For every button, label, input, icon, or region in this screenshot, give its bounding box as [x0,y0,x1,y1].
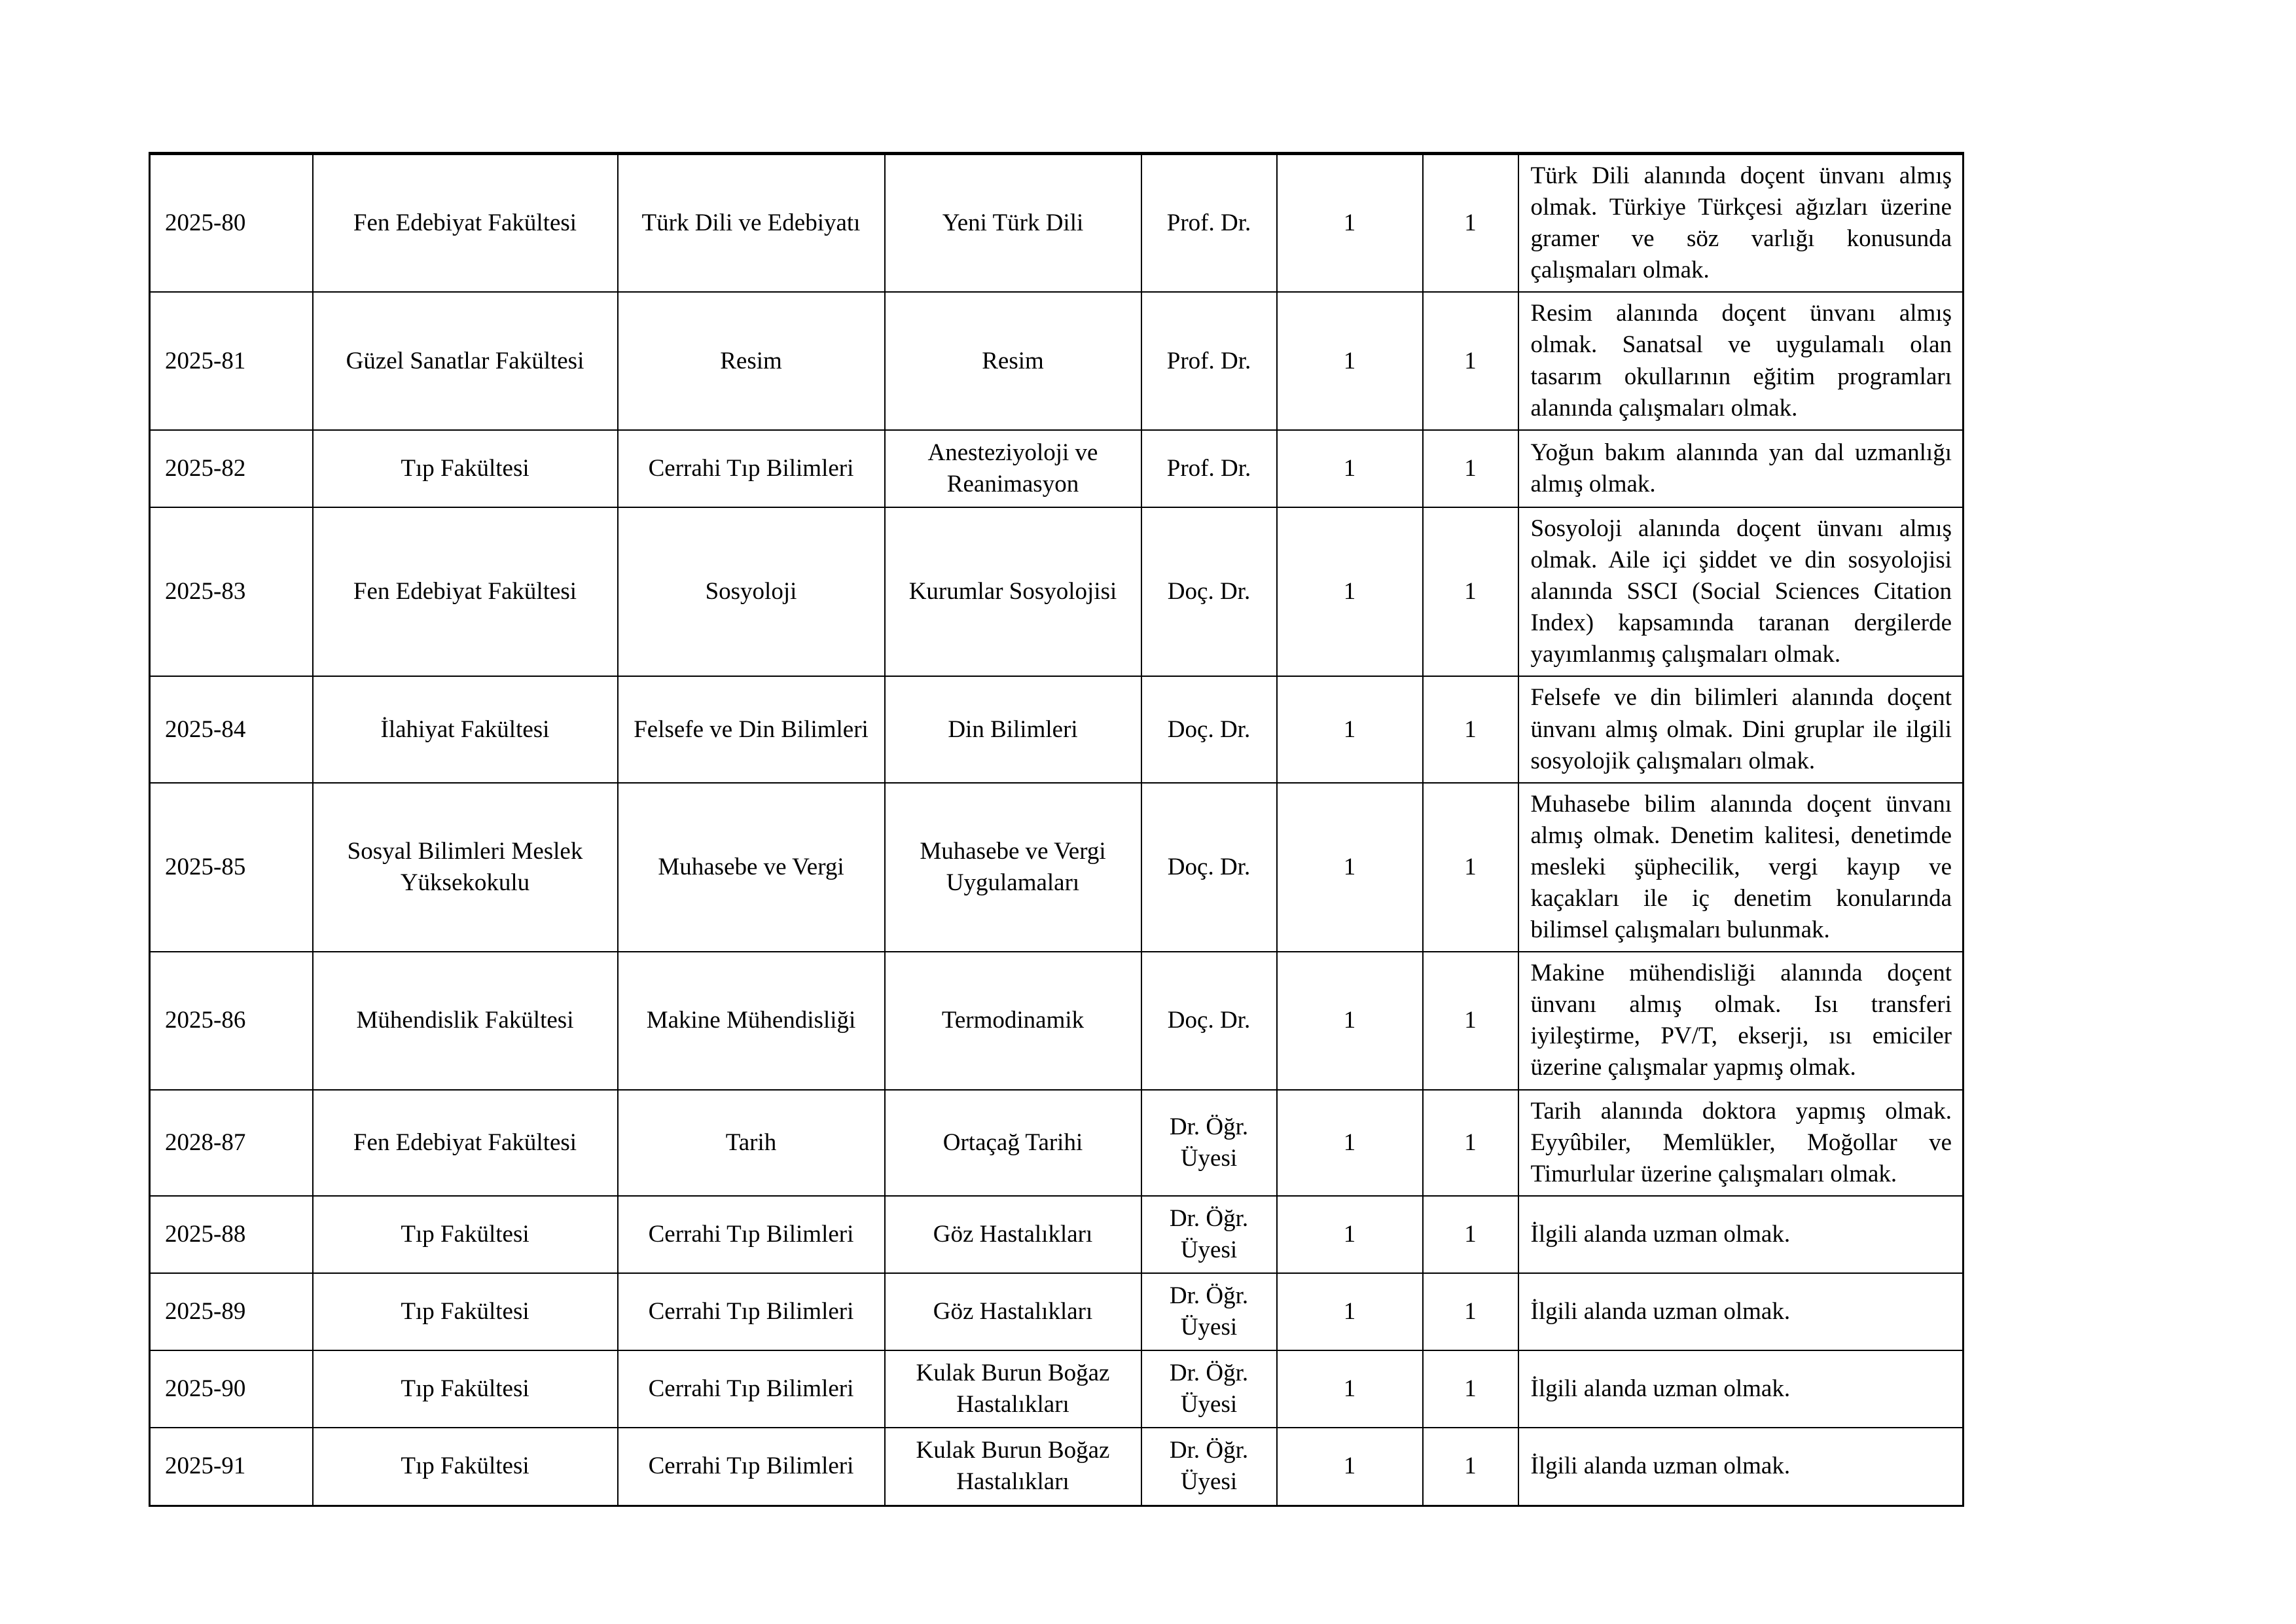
cell-fakulte-text: Fen Edebiyat Fakültesi [353,209,577,237]
cell-ilan-no-text: 2025-80 [165,209,246,237]
cell-bolum-text: Felsefe ve Din Bilimleri [634,715,869,743]
cell-adet [1423,154,1518,293]
cell-ilan-no-text: 2025-81 [165,347,246,374]
cell-unvan [1141,507,1277,676]
cell-aciklama-text: Makine mühendisliği alanında doçent ünvanı almış olmak. Isı transferi iyileştirme, PV/T, ekserji, ısı emiciler üzerine çalışmalar yapmış olmak. [1530,960,1952,1081]
cell-derece-text: 1 [1343,1128,1356,1156]
cell-adet [1423,1428,1518,1506]
cell-adet [1423,1196,1518,1273]
cell-unvan-text: Doç. Dr. [1167,853,1251,880]
table-row [150,154,1964,293]
cell-adet-text: 1 [1464,1453,1477,1480]
table-row [150,676,1964,782]
cell-ilan-no-text: 2025-90 [165,1375,246,1403]
cell-fakulte-text: İlahiyat Fakültesi [380,715,550,743]
cell-fakulte-text: Fen Edebiyat Fakültesi [353,1128,577,1156]
cell-anabilim [885,676,1141,782]
cell-bolum-text: Türk Dili ve Edebiyatı [641,209,861,237]
cell-adet-text: 1 [1464,1128,1477,1156]
cell-adet [1423,1350,1518,1428]
cell-aciklama [1518,430,1964,507]
cell-unvan-text: Dr. Öğr. Üyesi [1169,1282,1249,1341]
cell-adet [1423,783,1518,952]
cell-aciklama [1518,676,1964,782]
cell-fakulte [313,1273,618,1350]
cell-fakulte [313,952,618,1089]
cell-derece-text: 1 [1343,1007,1356,1034]
table-row [150,292,1964,429]
cell-unvan-text: Doç. Dr. [1167,578,1251,605]
cell-fakulte [313,1090,618,1196]
cell-adet [1423,1090,1518,1196]
cell-bolum-text: Muhasebe ve Vergi [658,853,844,880]
cell-aciklama [1518,1196,1964,1273]
cell-ilan-no [150,1428,313,1506]
cell-bolum [618,430,885,507]
cell-bolum [618,154,885,293]
cell-anabilim-text: Ortaçağ Tarihi [942,1128,1083,1156]
cell-derece [1277,154,1423,293]
cell-ilan-no-text: 2025-88 [165,1220,246,1248]
cell-derece [1277,430,1423,507]
positions-table-container [149,152,1962,1507]
cell-aciklama [1518,507,1964,676]
cell-anabilim-text: Termodinamik [941,1007,1085,1034]
cell-aciklama-text: İlgili alanda uzman olmak. [1530,1453,1791,1480]
table-row [150,783,1964,952]
cell-aciklama [1518,292,1964,429]
cell-ilan-no-text: 2025-83 [165,578,246,605]
cell-bolum-text: Makine Mühendisliği [646,1007,856,1034]
cell-ilan-no-text: 2025-91 [165,1453,246,1480]
cell-aciklama-text: İlgili alanda uzman olmak. [1530,1220,1791,1248]
cell-ilan-no-text: 2025-86 [165,1007,246,1034]
cell-adet-text: 1 [1464,715,1477,743]
cell-anabilim [885,1273,1141,1350]
cell-aciklama-text: Sosyoloji alanında doçent ünvanı almış olmak. Aile içi şiddet ve din sosyolojisi alanında SSCI (Social Sciences Citation Index) kapsamında taranan dergilerde yayımlanmış çalışmaları olmak. [1530,514,1952,668]
positions-table [149,152,1964,1507]
table-row [150,507,1964,676]
cell-derece [1277,783,1423,952]
cell-bolum-text: Tarih [725,1128,777,1156]
cell-adet-text: 1 [1464,454,1477,482]
cell-bolum [618,1350,885,1428]
cell-bolum [618,292,885,429]
cell-adet-text: 1 [1464,1220,1477,1248]
cell-fakulte-text: Tıp Fakültesi [401,1220,529,1248]
cell-derece-text: 1 [1343,1220,1356,1248]
cell-ilan-no [150,507,313,676]
cell-anabilim-text: Kulak Burun Boğaz Hastalıkları [916,1360,1110,1418]
cell-anabilim [885,1090,1141,1196]
cell-derece-text: 1 [1343,1453,1356,1480]
cell-ilan-no [150,1273,313,1350]
cell-fakulte [313,1350,618,1428]
cell-adet-text: 1 [1464,209,1477,237]
cell-anabilim-text: Din Bilimleri [948,715,1078,743]
cell-anabilim-text: Kurumlar Sosyolojisi [908,578,1117,605]
cell-fakulte [313,507,618,676]
cell-derece [1277,1350,1423,1428]
cell-unvan [1141,292,1277,429]
cell-unvan [1141,952,1277,1089]
cell-anabilim-text: Göz Hastalıkları [933,1298,1093,1326]
cell-ilan-no-text: 2028-87 [165,1128,246,1156]
cell-bolum [618,1273,885,1350]
cell-anabilim-text: Yeni Türk Dili [942,209,1084,237]
table-row [150,1273,1964,1350]
cell-bolum [618,676,885,782]
cell-unvan-text: Dr. Öğr. Üyesi [1169,1204,1249,1263]
cell-adet [1423,292,1518,429]
cell-derece [1277,1196,1423,1273]
cell-bolum-text: Cerrahi Tıp Bilimleri [648,454,854,482]
cell-derece-text: 1 [1343,209,1356,237]
cell-fakulte [313,676,618,782]
cell-ilan-no-text: 2025-82 [165,454,246,482]
cell-derece-text: 1 [1343,454,1356,482]
cell-fakulte-text: Sosyal Bilimleri Meslek Yüksekokulu [347,837,583,896]
cell-aciklama-text: İlgili alanda uzman olmak. [1530,1375,1791,1403]
cell-unvan [1141,1196,1277,1273]
cell-derece [1277,507,1423,676]
cell-anabilim [885,1196,1141,1273]
cell-unvan [1141,1273,1277,1350]
cell-fakulte-text: Güzel Sanatlar Fakültesi [346,347,584,374]
cell-fakulte-text: Tıp Fakültesi [401,1453,529,1480]
cell-derece-text: 1 [1343,715,1356,743]
cell-unvan [1141,430,1277,507]
cell-adet-text: 1 [1464,1375,1477,1403]
cell-bolum-text: Cerrahi Tıp Bilimleri [648,1375,854,1403]
cell-anabilim [885,1350,1141,1428]
cell-aciklama [1518,1273,1964,1350]
cell-aciklama-text: Felsefe ve din bilimleri alanında doçent ünvanı almış olmak. Dini gruplar ile ilgili sosyolojik çalışmaları olmak. [1530,684,1952,774]
cell-ilan-no [150,1090,313,1196]
cell-bolum [618,952,885,1089]
cell-fakulte-text: Tıp Fakültesi [401,1375,529,1403]
cell-bolum [618,783,885,952]
cell-bolum-text: Resim [720,347,782,374]
cell-derece-text: 1 [1343,578,1356,605]
cell-unvan [1141,1350,1277,1428]
cell-anabilim [885,292,1141,429]
cell-unvan-text: Dr. Öğr. Üyesi [1169,1113,1249,1172]
cell-ilan-no-text: 2025-85 [165,853,246,880]
cell-adet-text: 1 [1464,347,1477,374]
cell-fakulte [313,154,618,293]
cell-adet [1423,676,1518,782]
cell-aciklama-text: Yoğun bakım alanında yan dal uzmanlığı almış olmak. [1530,439,1952,497]
table-row [150,1090,1964,1196]
cell-fakulte [313,292,618,429]
cell-aciklama [1518,783,1964,952]
cell-unvan-text: Dr. Öğr. Üyesi [1169,1360,1249,1418]
cell-derece [1277,1090,1423,1196]
cell-ilan-no [150,154,313,293]
cell-unvan [1141,1090,1277,1196]
cell-adet-text: 1 [1464,578,1477,605]
cell-anabilim [885,1428,1141,1506]
cell-fakulte-text: Tıp Fakültesi [401,1298,529,1326]
cell-bolum [618,507,885,676]
cell-aciklama [1518,154,1964,293]
cell-fakulte [313,430,618,507]
cell-derece [1277,676,1423,782]
cell-derece [1277,292,1423,429]
positions-table-body [150,154,1964,1506]
cell-ilan-no [150,952,313,1089]
cell-unvan-text: Doç. Dr. [1167,1007,1251,1034]
cell-anabilim [885,783,1141,952]
cell-unvan-text: Dr. Öğr. Üyesi [1169,1437,1249,1496]
cell-fakulte-text: Tıp Fakültesi [401,454,529,482]
cell-bolum-text: Cerrahi Tıp Bilimleri [648,1298,854,1326]
cell-bolum [618,1428,885,1506]
cell-ilan-no [150,1350,313,1428]
cell-aciklama-text: Resim alanında doçent ünvanı almış olmak. Sanatsal ve uygulamalı olan tasarım okullarının eğitim programları alanında çalışmaları olmak. [1530,300,1952,422]
cell-aciklama-text: Tarih alanında doktora yapmış olmak. Eyyûbiler, Memlükler, Moğollar ve Timurlular üzerine çalışmaları olmak. [1530,1097,1952,1187]
cell-anabilim-text: Resim [982,347,1044,374]
cell-fakulte [313,1428,618,1506]
table-row [150,430,1964,507]
table-row [150,1350,1964,1428]
cell-anabilim [885,154,1141,293]
cell-unvan [1141,676,1277,782]
cell-unvan [1141,783,1277,952]
cell-anabilim [885,952,1141,1089]
cell-ilan-no [150,292,313,429]
cell-unvan [1141,154,1277,293]
cell-unvan-text: Prof. Dr. [1166,454,1251,482]
cell-adet [1423,430,1518,507]
cell-anabilim [885,507,1141,676]
cell-bolum-text: Sosyoloji [705,578,797,605]
cell-aciklama-text: İlgili alanda uzman olmak. [1530,1298,1791,1326]
table-row [150,952,1964,1089]
cell-anabilim-text: Anesteziyoloji ve Reanimasyon [927,439,1098,497]
cell-ilan-no [150,430,313,507]
cell-aciklama [1518,1428,1964,1506]
cell-anabilim [885,430,1141,507]
cell-aciklama [1518,952,1964,1089]
cell-anabilim-text: Kulak Burun Boğaz Hastalıkları [916,1437,1110,1496]
cell-derece [1277,1428,1423,1506]
cell-unvan-text: Prof. Dr. [1166,209,1251,237]
cell-anabilim-text: Göz Hastalıkları [933,1220,1093,1248]
cell-aciklama [1518,1350,1964,1428]
cell-ilan-no [150,1196,313,1273]
cell-derece [1277,952,1423,1089]
cell-aciklama-text: Muhasebe bilim alanında doçent ünvanı almış olmak. Denetim kalitesi, denetimde mesleki şüphecilik, vergi kayıp ve kaçakları ile iç denetim konularında bilimsel çalışmaları bulunmak. [1530,790,1952,944]
cell-fakulte [313,1196,618,1273]
cell-bolum-text: Cerrahi Tıp Bilimleri [648,1220,854,1248]
cell-derece [1277,1273,1423,1350]
table-row [150,1428,1964,1506]
cell-aciklama-text: Türk Dili alanında doçent ünvanı almış olmak. Türkiye Türkçesi ağızları üzerine gramer ve söz varlığı konusunda çalışmaları olmak. [1530,162,1952,284]
cell-fakulte-text: Fen Edebiyat Fakültesi [353,578,577,605]
cell-bolum-text: Cerrahi Tıp Bilimleri [648,1453,854,1480]
cell-aciklama [1518,1090,1964,1196]
cell-derece-text: 1 [1343,347,1356,374]
cell-derece-text: 1 [1343,1298,1356,1326]
cell-adet-text: 1 [1464,1298,1477,1326]
cell-derece-text: 1 [1343,1375,1356,1403]
cell-anabilim-text: Muhasebe ve Vergi Uygulamaları [920,837,1106,896]
cell-fakulte [313,783,618,952]
cell-bolum [618,1196,885,1273]
cell-ilan-no-text: 2025-84 [165,715,246,743]
cell-ilan-no-text: 2025-89 [165,1298,246,1326]
cell-derece-text: 1 [1343,853,1356,880]
cell-bolum [618,1090,885,1196]
cell-unvan [1141,1428,1277,1506]
cell-adet-text: 1 [1464,853,1477,880]
cell-fakulte-text: Mühendislik Fakültesi [356,1007,574,1034]
table-row [150,1196,1964,1273]
cell-adet [1423,1273,1518,1350]
cell-adet [1423,952,1518,1089]
cell-unvan-text: Prof. Dr. [1166,347,1251,374]
cell-adet-text: 1 [1464,1007,1477,1034]
cell-ilan-no [150,783,313,952]
cell-ilan-no [150,676,313,782]
cell-unvan-text: Doç. Dr. [1167,715,1251,743]
cell-adet [1423,507,1518,676]
